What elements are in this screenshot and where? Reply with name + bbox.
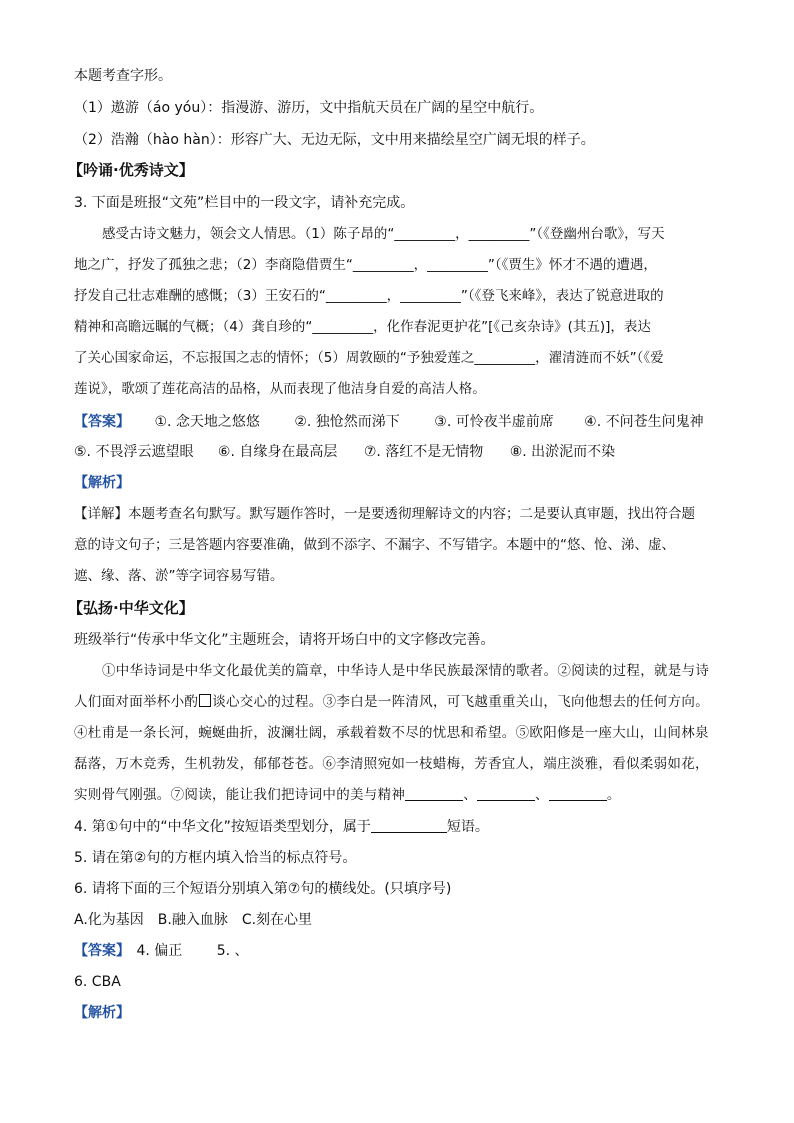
answer-label: 【答案】 <box>74 414 130 430</box>
answer-blank <box>477 786 535 801</box>
answer-item: ③. 可怜夜半虚前席 <box>434 414 554 430</box>
answer-label: 【答案】 <box>74 943 130 959</box>
passage-line <box>74 692 709 712</box>
answer-blank <box>371 818 447 833</box>
question-5: 5. 请在第②句的方框内填入恰当的标点符号。 <box>74 850 357 866</box>
passage-text: 人们面对面举杯小酌 <box>74 694 199 710</box>
text-line: （2）浩瀚（hào hàn）：形容广大、无边无际，文中用来描绘星空广阔无垠的样子。 <box>74 132 595 148</box>
analysis-line: 【详解】本题考查名句默写。默写题作答时，一是要透彻理解诗文的内容；二是要认真审题，找出符合题 <box>74 506 695 522</box>
answer-blank <box>405 786 463 801</box>
question-4 <box>74 817 489 837</box>
analysis-label: 【解析】 <box>74 475 130 491</box>
options-line: A.化为基因 B.融入血脉 C.刻在心里 <box>74 912 313 928</box>
intro-line: 班级举行“传承中华文化”主题班会，请将开场白中的文字修改完善。 <box>74 632 495 648</box>
passage-line: 精神和高瞻远瞩的气概；（4）龚自珍的“_________，化作春泥更护花”[《己亥杂诗》(其五)]，表达 <box>74 319 651 335</box>
passage-line: 莲说》，歌颂了莲花高洁的品格，从而表现了他洁身自爱的高洁人格。 <box>74 381 486 397</box>
answer-item: ①. 念天地之悠悠 <box>154 414 260 430</box>
answer-item: ⑦. 落红不是无情物 <box>363 444 484 460</box>
answer-item: ⑧. 出淤泥而不染 <box>509 444 616 460</box>
answer-item: 4. 偏正 <box>136 943 183 959</box>
passage-text: 实则骨气刚强。⑦阅读，能让我们把诗词中的美与精神 <box>74 787 406 803</box>
answer-item: ④. 不问苍生问鬼神 <box>584 414 704 430</box>
passage-line: ①中华诗词是中华文化最优美的篇章，中华诗人是中华民族最深情的歌者。②阅读的过程，就是与诗 <box>102 663 710 679</box>
text-line: 本题考查字形。 <box>74 68 172 84</box>
answer-blank <box>549 786 607 801</box>
answer-item: ⑤. 不畏浮云遮望眼 <box>74 444 194 460</box>
answer-item: ⑥. 自缘身在最高层 <box>217 444 338 460</box>
answer-item: 5. 、 <box>216 943 249 959</box>
passage-text: 、 <box>463 787 478 803</box>
analysis-line: 遮、缘、落、淤”等字词容易写错。 <box>74 568 284 584</box>
question-3: 3. 下面是班报“文苑”栏目中的一段文字，请补充完成。 <box>74 195 415 211</box>
analysis-label: 【解析】 <box>74 1005 130 1021</box>
text-line: （1）遨游（áo yóu）：指漫游、游历，文中指航天员在广阔的星空中航行。 <box>74 100 544 116</box>
passage-line: 磊落，万木竞秀，生机勃发，郁郁苍苍。⑥李清照宛如一枝蜡梅，芳香宜人，端庄淡雅，看似柔弱如花， <box>74 756 709 772</box>
passage-line: 了关心国家命运，不忘报国之志的情怀；（5）周敦颐的“予独爱莲之_________，濯清涟而不妖”（《爱 <box>74 350 664 366</box>
passage-line <box>74 785 621 805</box>
question-6: 6. 请将下面的三个短语分别填入第⑦句的横线处。(只填序号) <box>74 881 452 897</box>
question-text: 4. 第①句中的“中华文化”按短语类型划分，属于 <box>74 819 371 835</box>
passage-text: 。 <box>606 787 621 803</box>
passage-line: 地之广，抒发了孤独之悲；（2）李商隐借贾生“_________，_________”（《贾生》怀才不遇的遭遇， <box>74 257 657 273</box>
punctuation-box <box>199 694 211 707</box>
answer-row <box>74 442 615 462</box>
answer-item: 6. CBA <box>74 974 121 990</box>
passage-line: ④杜甫是一条长河，蜿蜒曲折，波澜壮阔，承载着数不尽的忧思和希望。⑤欧阳修是一座大山，山间林泉 <box>74 725 709 741</box>
passage-text: 、 <box>535 787 549 803</box>
passage-line: 抒发自己壮志难酬的感慨；（3）王安石的“_________，_________”（《登飞来峰》，表达了锐意进取的 <box>74 288 664 304</box>
passage-text: 谈心交心的过程。③李白是一阵清风，可飞越重重关山，飞向他想去的任何方向。 <box>212 694 710 710</box>
section-heading: 【吟诵·优秀诗文】 <box>68 161 194 179</box>
analysis-line: 意的诗文句子；三是答题内容要准确，做到不添字、不漏字、不写错字。本题中的“悠、怆、涕、虚、 <box>74 537 675 553</box>
question-text: 短语。 <box>446 819 489 835</box>
answer-row <box>74 941 249 961</box>
answer-row <box>74 412 704 432</box>
section-heading: 【弘扬·中华文化】 <box>68 599 194 617</box>
answer-item: ②. 独怆然而涕下 <box>294 414 400 430</box>
passage-line: 感受古诗文魅力，领会文人情思。（1）陈子昂的“_________，_________”（《登幽州台歌》，写天 <box>102 226 665 242</box>
